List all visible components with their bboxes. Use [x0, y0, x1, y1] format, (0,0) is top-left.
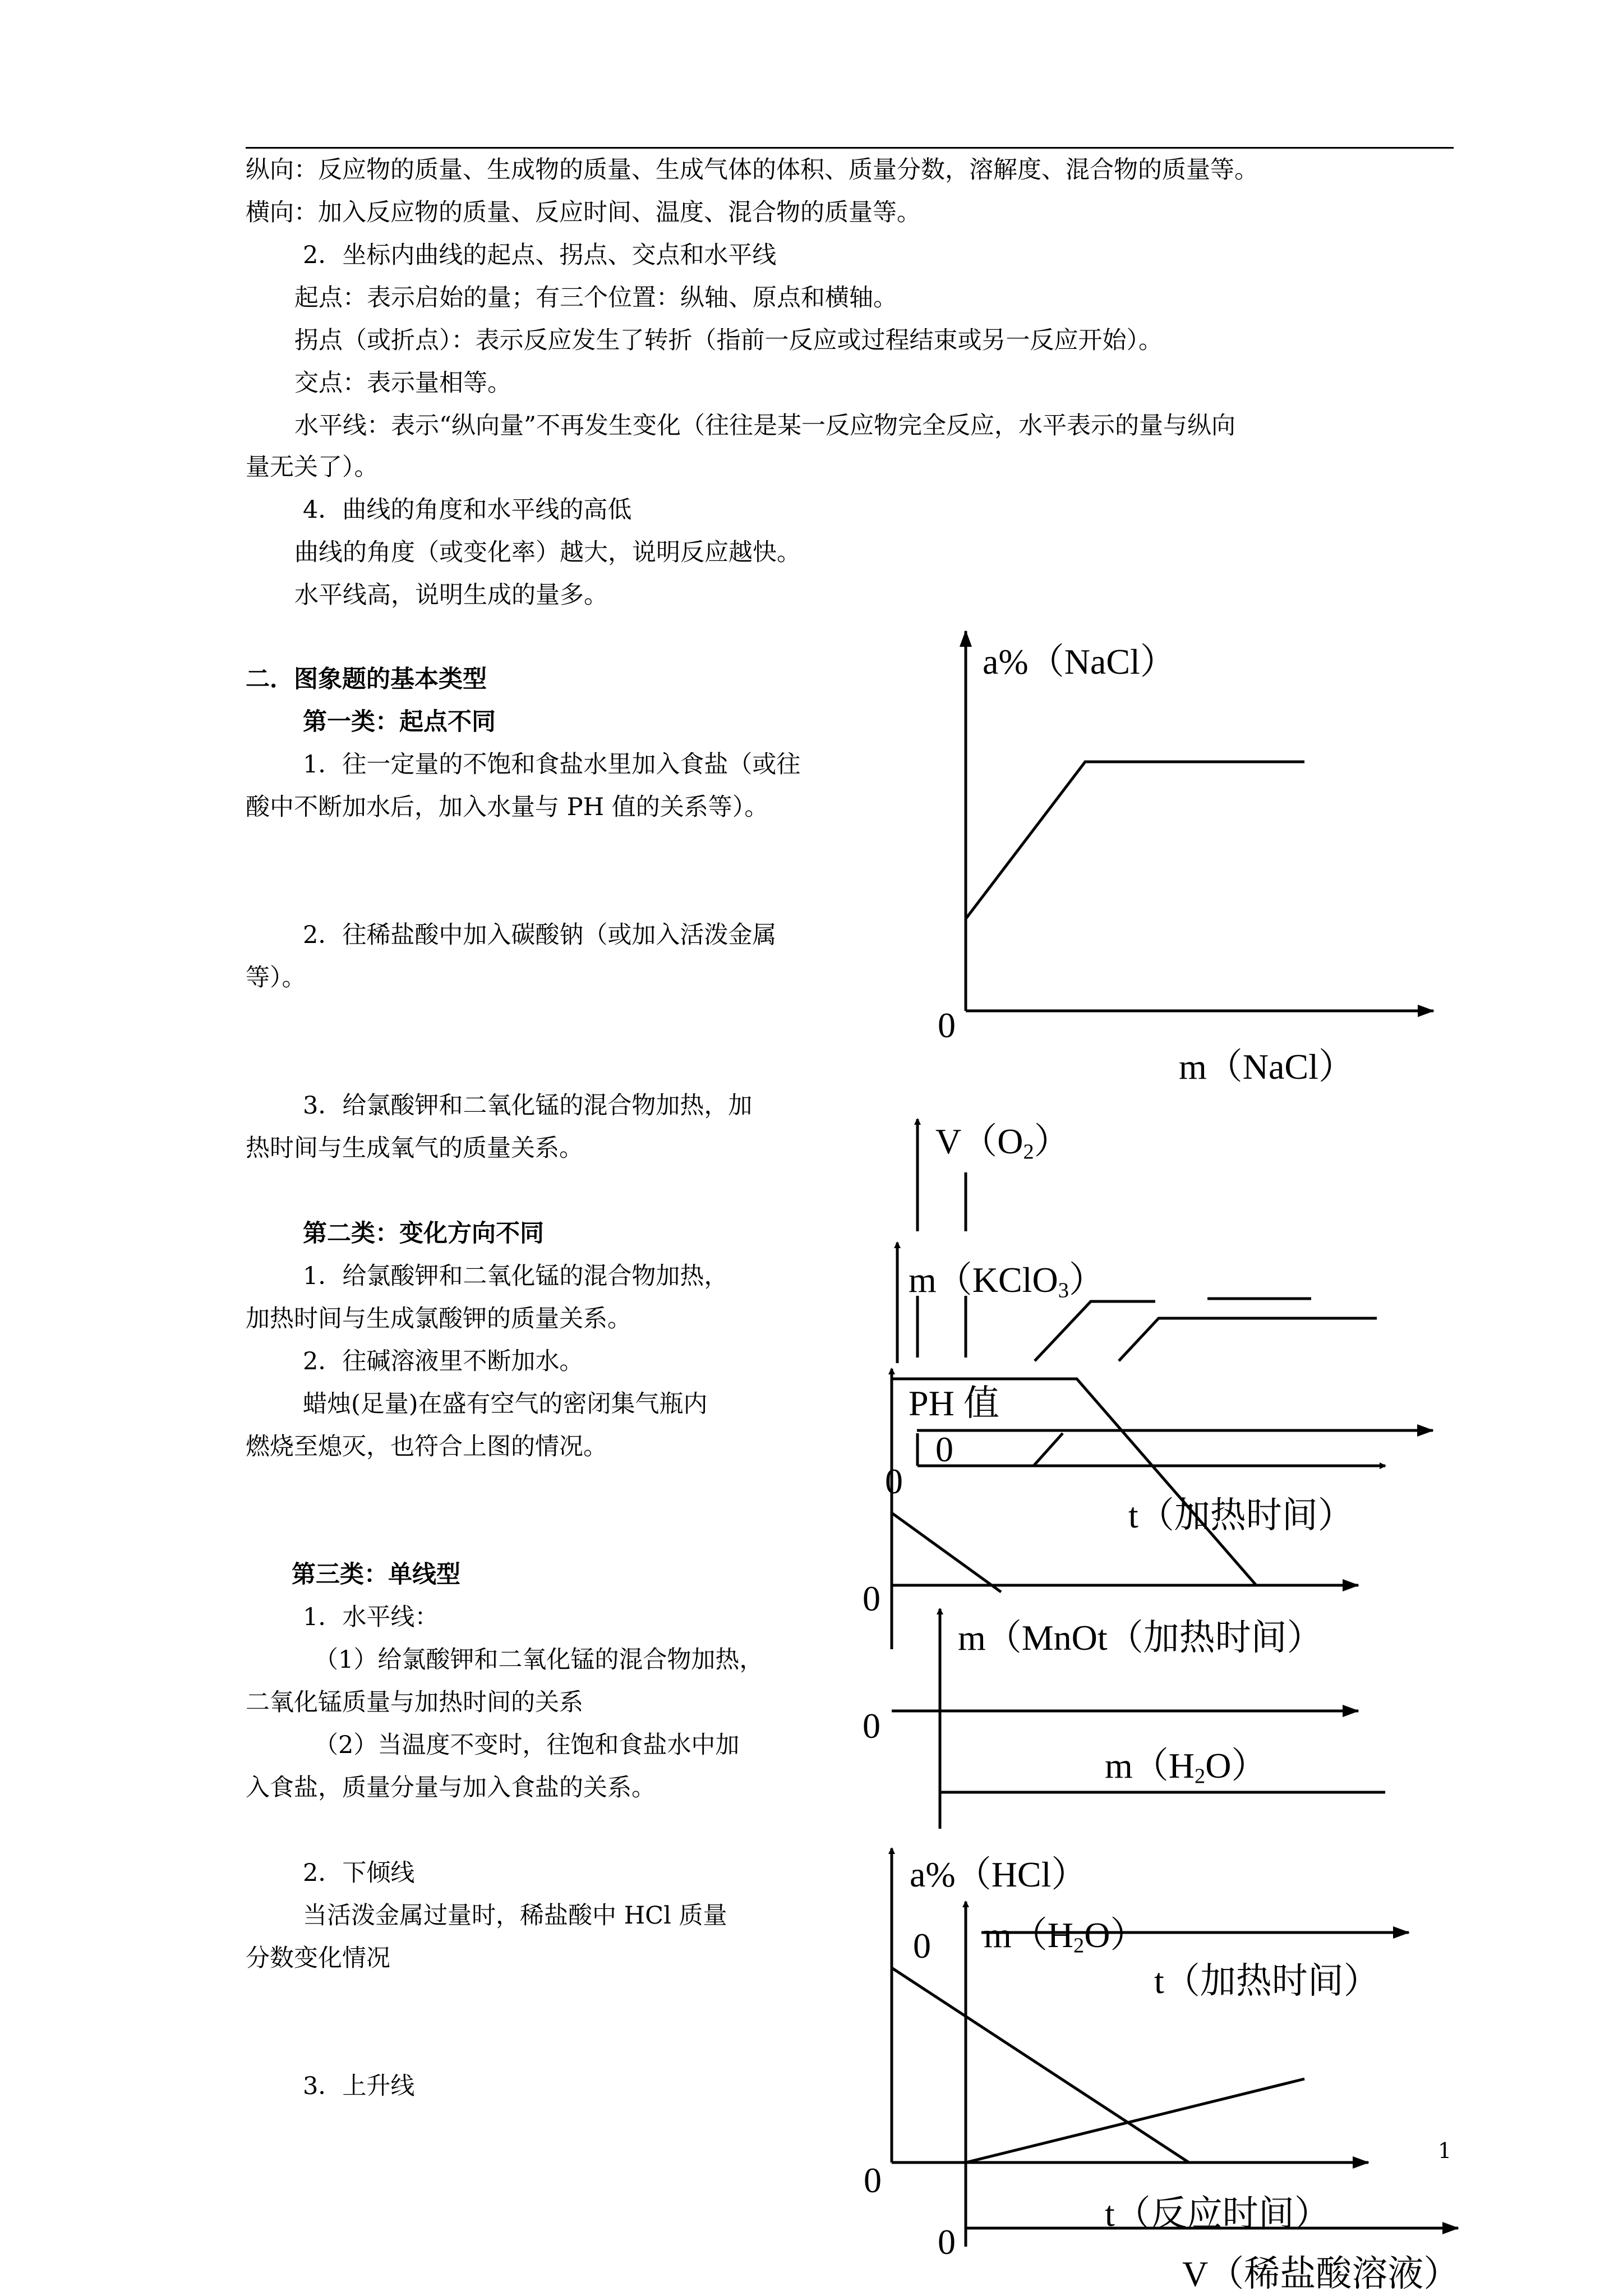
page-number: 1	[1438, 2138, 1452, 2163]
label-m-kclo3: m（KClO$_3$）	[909, 1260, 1105, 1303]
curve-angle-desc: 曲线的角度（或变化率）越大，说明反应越快。	[294, 539, 801, 567]
horizontal-1-line2: 二氧化锰质量与加热时间的关系	[246, 1688, 583, 1717]
turning-point-desc: 拐点（或折点）：表示反应发生了转折（指前一反应或过程结束或另一反应开始）。	[294, 326, 1163, 355]
cat1-item2-line2: 等）。	[246, 964, 306, 992]
label-a-nacl: a%（NaCl）	[983, 642, 1176, 682]
hcl-origin-zero: 0	[864, 2160, 882, 2200]
graph3-diagonal	[892, 1513, 1001, 1592]
category-1-title: 第一类：起点不同	[303, 708, 496, 736]
graph1-curve	[966, 762, 1304, 919]
graph1-origin-zero: 0	[938, 1005, 956, 1045]
decline-desc-line1: 当活泼金属过量时，稀盐酸中 HCl 质量	[303, 1902, 727, 1930]
kclo3-rising-curve-2	[1119, 1318, 1377, 1361]
label-t-heating: t（加热时间）	[1128, 1496, 1354, 1535]
label-ph: PH 值	[909, 1383, 999, 1423]
label-v-o2: $V(O_2)$	[935, 1121, 1070, 1164]
ph-short-rise	[1034, 1433, 1063, 1466]
cat1-item2-line1: 2．往稀盐酸中加入碳酸钠（或加入活泼金属	[303, 921, 777, 949]
cat2-item1-line1: 1．给氯酸钾和二氧化锰的混合物加热，	[303, 1262, 728, 1290]
category-2-title: 第二类：变化方向不同	[303, 1220, 544, 1248]
graph4-origin-zero: 0	[863, 1706, 880, 1746]
v-origin-zero: 0	[938, 2222, 956, 2262]
decline-desc-line2: 分数变化情况	[246, 1944, 390, 1972]
label-m-h2o: $m(H_2O)$	[1105, 1746, 1267, 1788]
label-m-h2o-2: $m(H_2O)$	[984, 1915, 1146, 1958]
level-desc: 水平线高，说明生成的量多。	[294, 581, 608, 609]
hcl-top-zero: 0	[913, 1926, 931, 1966]
cat1-item3-line2: 热时间与生成氧气的质量关系。	[246, 1134, 583, 1162]
graph3-origin-zero: 0	[863, 1579, 880, 1618]
cat2-item2: 2．往碱溶液里不断加水。	[303, 1347, 584, 1375]
cat2-item1-line2: 加热时间与生成氯酸钾的质量关系。	[246, 1305, 631, 1333]
horizontal-line-desc-cont: 量无关了）。	[246, 453, 379, 481]
category-3-title: 第三类：单线型	[292, 1561, 460, 1589]
ph-origin-zero: 0	[935, 1429, 953, 1469]
horizontal-line-desc: 水平线：表示“纵向量”不再发生变化（往往是某一反应物完全反应，水平表示的量与纵向	[294, 412, 1235, 440]
horizontal-1-line1: （1）给氯酸钾和二氧化锰的混合物加热，	[314, 1646, 764, 1674]
horizontal-2-line2: 入食盐，质量分量与加入食盐的关系。	[246, 1774, 656, 1802]
label-m-mnot: m（MnOt（加热时间）	[958, 1618, 1323, 1658]
candle-line2: 燃烧至熄灭，也符合上图的情况。	[246, 1433, 607, 1461]
rising-line	[966, 2079, 1304, 2162]
label-v-hcl-solution: V（稀盐酸溶液）	[1182, 2254, 1460, 2294]
vertical-axis-desc: 纵向：反应物的质量、生成物的质量、生成气体的体积、质量分数，溶解度、混合物的质量等。	[246, 156, 1258, 184]
section-4-title: 4．曲线的角度和水平线的高低	[303, 496, 632, 524]
cat1-item3-line1: 3．给氯酸钾和二氧化锰的混合物加热，加	[303, 1092, 753, 1120]
horizontal-axis-desc: 横向：加入反应物的质量、反应时间、温度、混合物的质量等。	[246, 199, 921, 227]
horizontal-2-line1: （2）当温度不变时，往饱和食盐水中加	[314, 1731, 740, 1759]
section-2-title: 2．坐标内曲线的起点、拐点、交点和水平线	[303, 241, 777, 269]
hcl-decline-line	[892, 1968, 1189, 2162]
label-a-hcl: a%（HCl）	[910, 1855, 1087, 1894]
horizontal-type-title: 1．水平线：	[303, 1603, 439, 1631]
kclo3-rising-curve-1	[1035, 1301, 1155, 1361]
rise-title: 3．上升线	[303, 2072, 415, 2100]
kclo3-origin-zero: 0	[885, 1461, 903, 1501]
start-point-desc: 起点：表示启始的量；有三个位置：纵轴、原点和横轴。	[294, 284, 897, 312]
types-title: 二．图象题的基本类型	[246, 665, 487, 693]
label-m-nacl: m（NaCl）	[1179, 1047, 1354, 1087]
candle-line1: 蜡烛(足量)在盛有空气的密闭集气瓶内	[303, 1390, 708, 1418]
cat1-item1-line1: 1．往一定量的不饱和食盐水里加入食盐（或往	[303, 751, 801, 779]
decline-title: 2．下倾线	[303, 1859, 415, 1887]
intersection-desc: 交点：表示量相等。	[294, 369, 511, 397]
label-t-reaction: t（反应时间）	[1105, 2194, 1330, 2234]
label-t-heating-2: t（加热时间）	[1154, 1961, 1380, 2001]
cat1-item1-line2: 酸中不断加水后，加入水量与 PH 值的关系等）。	[246, 793, 769, 821]
